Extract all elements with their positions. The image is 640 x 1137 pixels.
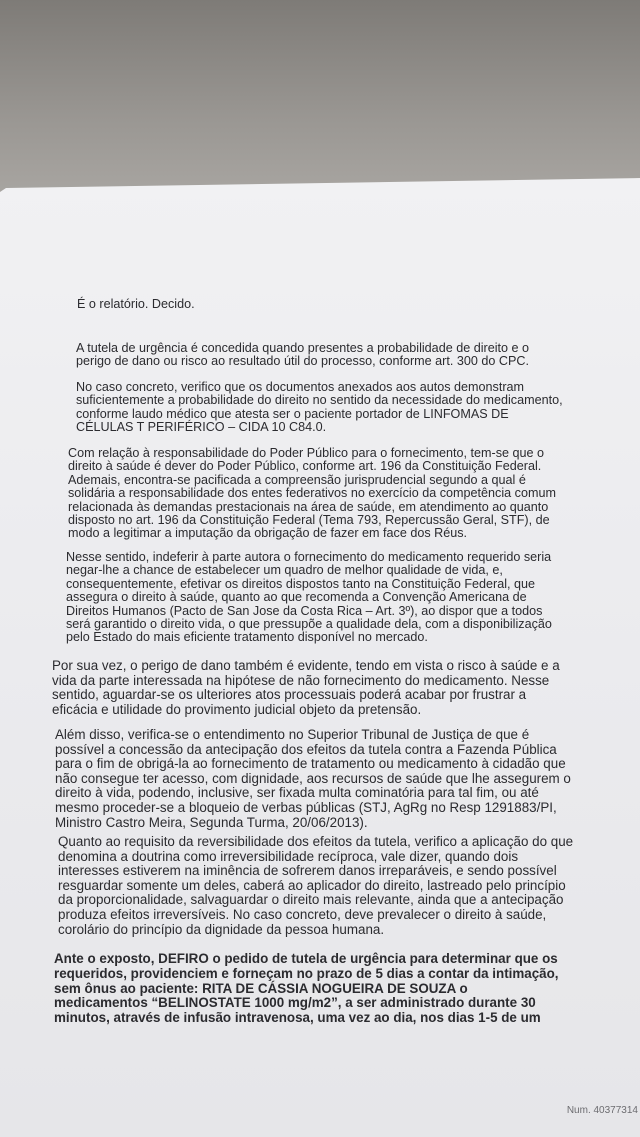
text-line: possível a concessão da antecipação dos efeitos da tutela contra a Fazenda Pública: [55, 741, 557, 757]
text-line: Nesse sentido, indeferir à parte autora o fornecimento do medicamento requerido seria: [66, 550, 552, 564]
text-line: consequentemente, efetivar os direitos dispostos tanto na Constituição Federal, que: [66, 576, 536, 591]
text-line: Ante o exposto, DEFIRO o pedido de tutela de urgência para determinar que os: [54, 951, 558, 966]
text-line: para o fim de obrigá-la ao fornecimento de tratamento ou medicamento à cidadão que: [55, 756, 566, 772]
text-line: CÉLULAS T PERIFÉRICO – CIDA 10 C84.0.: [76, 420, 327, 435]
text-line: sem ônus ao paciente: RITA DE CÁSSIA NOGUEIRA DE SOUZA o: [54, 980, 468, 996]
text-line: relacionada às demandas prestacionais na área de saúde, em atendimento ao quanto: [68, 499, 549, 514]
text-line: conforme laudo médico que atesta ser o paciente portador de LINFOMAS DE: [76, 406, 509, 421]
text-line: pelo Estado do mais eficiente tratamento disponível no mercado.: [66, 630, 428, 645]
text-line: Com relação à responsabilidade do Poder Público para o fornecimento, tem-se que o: [68, 446, 545, 460]
text-line: assegura o direito à saúde, quanto ao que recomenda a Convenção Americana de: [66, 590, 527, 605]
text-line: será garantido o direito vida, o que pressupõe a qualidade dela, com a disponibilização: [66, 617, 552, 632]
text-line: Ministro Castro Meira, Segunda Turma, 20/06/2013).: [55, 814, 368, 830]
text-line: produza efeitos irreversíveis. No caso concreto, deve prevalecer o direito à saúde,: [58, 906, 547, 922]
paragraph-tutela: [76, 342, 581, 369]
text-line: denomina a doutrina como irreversibilidade recíproca, vale dizer, quando dois: [58, 848, 519, 864]
text-line: sentido, aguardar-se os ulteriores atos processuais poderá acabar por frustrar a: [52, 687, 527, 703]
text-line: solidária a responsabilidade dos entes federativos no exercício da competência comum: [68, 486, 556, 501]
text-line: suficientemente a probabilidade do direito no sentido da necessidade do medicamento,: [76, 393, 563, 408]
text-line: Além disso, verifica-se o entendimento no Superior Tribunal de Justiça de que é: [55, 727, 530, 742]
text-line: modo a legitimar a imputação da obrigação de fazer em face dos Réus.: [68, 526, 468, 541]
text-line: eficácia e utilidade do provimento judicial objeto da pretensão.: [52, 701, 422, 717]
text-line: Por sua vez, o perigo de dano também é evidente, tendo em vista o risco à saúde e a: [52, 658, 560, 673]
text-line: No caso concreto, verifico que os documentos anexados aos autos demonstram: [76, 380, 525, 394]
text-line: vida da parte interessada na hipótese de não fornecimento do medicamento. Nesse: [52, 672, 550, 688]
text-line: disposto no art. 196 da Constituição Federal (Tema 793, Repercussão Geral, STF), de: [68, 513, 550, 528]
text-line: Direitos Humanos (Pacto de San Jose da Costa Rica – Art. 3º), ao dispor que a todos: [66, 603, 543, 618]
document-number: Num. 40377314: [566, 1105, 638, 1116]
paragraph-nesse-sentido: [66, 551, 586, 645]
text-line: Ademais, encontra-se pacificada a compreensão jurisprudencial segundo a qual é: [68, 472, 526, 487]
text-line: negar-lhe a chance de estabelecer um quadro de melhor qualidade de vida, e,: [66, 563, 503, 578]
relatorio-line: É o relatório. Decido.: [77, 297, 195, 311]
paragraph-responsabilidade: [68, 447, 583, 541]
text-line: interesses estiverem na iminência de sofrerem danos irreparáveis, e sendo possível: [58, 863, 557, 879]
text-line: perigo de dano ou risco ao resultado útil do processo, conforme art. 300 do CPC.: [76, 354, 529, 369]
text-line: direito à vida, podendo, inclusive, ser fixada multa cominatória para tal fim, ou até: [55, 785, 539, 801]
paragraph-reversibilidade: [58, 835, 590, 937]
paragraph-decisao: [54, 952, 590, 1026]
text-line: corolário do princípio da dignidade da pessoa humana.: [58, 921, 385, 937]
paragraph-stj: [55, 728, 590, 830]
text-line: minutos, através de infusão intravenosa, uma vez ao dia, nos dias 1-5 de um: [54, 1010, 541, 1026]
text-line: não consegue ter acesso, com dignidade, aos recursos de saúde que lhe assegurem o: [55, 770, 571, 786]
text-line: mesmo proceder-se a bloqueio de verbas públicas (STJ, AgRg no Resp 1291883/PI,: [55, 799, 557, 815]
text-line: da proporcionalidade, salvaguardar o direito mais relevante, ainda que a antecipação: [58, 892, 564, 908]
paragraph-perigo-dano: [52, 659, 592, 717]
text-line: Quanto ao requisito da reversibilidade dos efeitos da tutela, verifico a aplicação do que: [58, 834, 574, 849]
paragraph-caso-concreto: [76, 381, 581, 435]
text-line: requeridos, providenciem e forneçam no prazo de 5 dias a contar da intimação,: [54, 965, 559, 981]
text-line: direito à saúde é dever do Poder Público, conforme art. 196 da Constituição Federal.: [68, 459, 542, 474]
text-line: medicamentos “BELINOSTATE 1000 mg/m2”, a ser administrado durante 30: [54, 995, 536, 1011]
text-line: resguardar somente um deles, caberá ao aplicador do direito, lastreado pelo princípio: [58, 877, 566, 893]
text-line: A tutela de urgência é concedida quando presentes a probabilidade de direito e o: [76, 341, 530, 355]
